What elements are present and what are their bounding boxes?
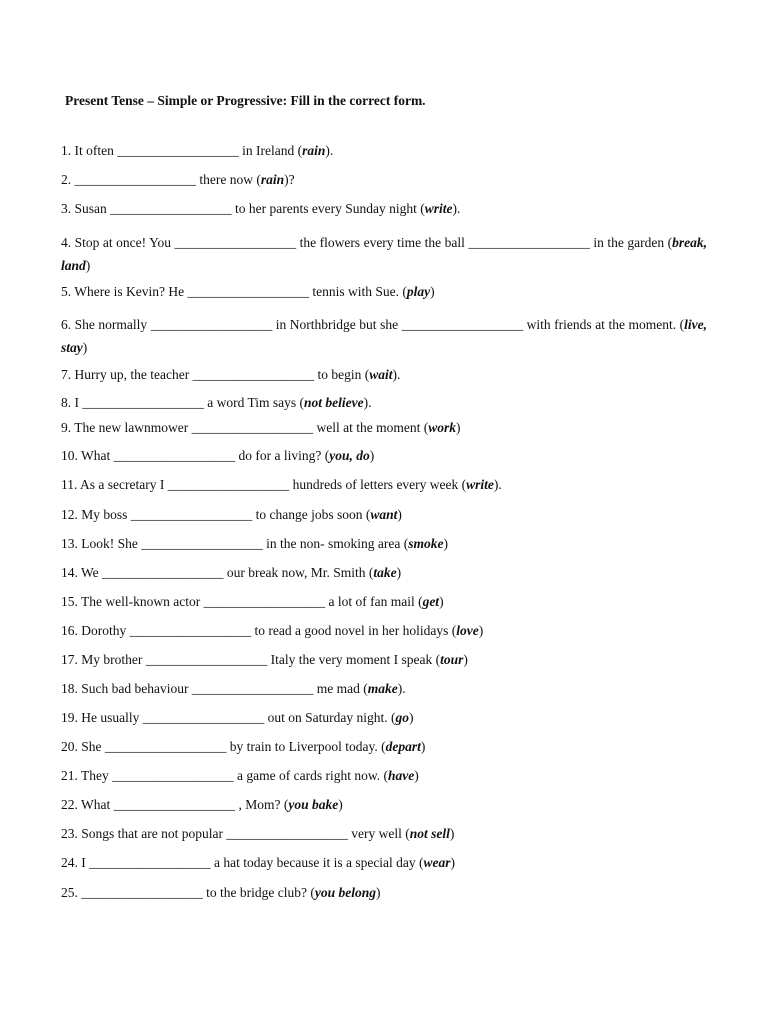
exercise-text: in Ireland ( <box>238 143 303 158</box>
exercise-text: Italy the very moment I speak ( <box>267 652 441 667</box>
answer-blank[interactable]: __________________ <box>191 420 314 435</box>
verb-hint: get <box>422 594 440 609</box>
exercise-text: out on Saturday night. ( <box>264 710 396 725</box>
answer-blank[interactable]: __________________ <box>468 235 590 250</box>
exercise-text: with friends at the moment. ( <box>523 317 685 332</box>
verb-hint: you bake <box>288 797 339 812</box>
exercise-item <box>61 507 402 523</box>
exercise-text: ) <box>430 284 435 299</box>
answer-blank[interactable]: __________________ <box>82 395 204 410</box>
exercise-item <box>61 367 400 383</box>
verb-hint: love <box>456 623 479 638</box>
exercise-item <box>61 885 380 901</box>
exercise-text: a lot of fan mail ( <box>325 594 423 609</box>
exercise-text: 25. <box>61 885 82 900</box>
answer-blank[interactable]: __________________ <box>113 448 236 463</box>
exercise-text: very well ( <box>347 826 410 841</box>
exercise-text: ) <box>338 797 343 812</box>
exercise-text: ) <box>85 258 91 273</box>
verb-hint: write <box>424 201 453 216</box>
exercise-text: ) <box>478 623 484 638</box>
exercise-text: 17. My brother <box>61 652 146 667</box>
exercise-text: ) <box>449 826 455 841</box>
answer-blank[interactable]: __________________ <box>129 623 252 638</box>
verb-hint: rain <box>260 172 285 187</box>
exercise-text: 23. Songs that are not popular <box>61 826 227 841</box>
verb-hint: play <box>406 284 431 299</box>
exercise-text: ). <box>397 681 406 696</box>
exercise-item <box>61 594 444 610</box>
answer-blank[interactable]: __________________ <box>226 826 348 841</box>
exercise-text: 18. Such bad behaviour <box>61 681 192 696</box>
exercise-text: ). <box>325 143 334 158</box>
exercise-text: ) <box>439 594 444 609</box>
exercise-text: hundreds of letters every week ( <box>289 477 467 492</box>
verb-hint: wear <box>423 855 451 870</box>
exercise-text: ) <box>409 710 414 725</box>
exercise-item <box>61 231 707 277</box>
verb-hint: make <box>367 681 398 696</box>
exercise-text: 9. The new lawnmower <box>61 420 192 435</box>
verb-hint: smoke <box>408 536 444 551</box>
answer-blank[interactable]: __________________ <box>141 536 263 551</box>
exercise-text: 20. She <box>61 739 105 754</box>
exercise-text: by train to Liverpool today. ( <box>226 739 386 754</box>
exercise-text: ) <box>396 565 402 580</box>
exercise-text: to the bridge club? ( <box>202 885 315 900</box>
exercise-item <box>61 797 343 813</box>
exercise-text: 5. Where is Kevin? He <box>61 284 188 299</box>
answer-blank[interactable]: __________________ <box>192 367 315 382</box>
exercise-text: to her parents every Sunday night ( <box>231 201 425 216</box>
answer-blank[interactable]: __________________ <box>110 201 232 216</box>
exercise-text: ) <box>369 448 375 463</box>
exercise-text: 3. Susan <box>61 201 111 216</box>
answer-blank[interactable]: __________________ <box>401 317 524 332</box>
exercise-text: 22. What <box>61 797 114 812</box>
exercise-text: in Northbridge but she <box>272 317 402 332</box>
exercise-text: 11. As a secretary I <box>61 477 168 492</box>
verb-hint: tour <box>440 652 464 667</box>
exercise-item <box>61 313 707 359</box>
exercise-text: 24. I <box>61 855 90 870</box>
exercise-text: a word Tim says ( <box>203 395 305 410</box>
exercise-text: 6. She normally <box>61 317 151 332</box>
exercise-item <box>61 623 483 639</box>
exercise-text: ). <box>493 477 502 492</box>
exercise-item <box>61 172 295 188</box>
verb-hint: wait <box>369 367 393 382</box>
answer-blank[interactable]: __________________ <box>174 235 297 250</box>
exercise-item <box>61 201 460 217</box>
exercise-text: ). <box>392 367 401 382</box>
verb-hint: work <box>428 420 456 435</box>
exercise-text: 12. My boss <box>61 507 131 522</box>
exercise-text: 21. They <box>61 768 113 783</box>
exercise-text: in the garden ( <box>589 235 673 250</box>
exercise-text: , Mom? ( <box>235 797 289 812</box>
exercise-text: )? <box>284 172 295 187</box>
verb-hint: not sell <box>409 826 450 841</box>
exercise-item <box>61 565 401 581</box>
exercise-text: ) <box>420 739 426 754</box>
exercise-text: 7. Hurry up, the teacher <box>61 367 193 382</box>
exercise-item <box>61 739 425 755</box>
exercise-text: 2. <box>61 172 75 187</box>
exercise-text: 19. He usually <box>61 710 143 725</box>
exercise-text: ) <box>455 420 461 435</box>
exercise-text: a game of cards right now. ( <box>233 768 388 783</box>
exercise-item <box>61 284 435 300</box>
exercise-text: ) <box>82 340 88 355</box>
exercise-text: ) <box>450 855 456 870</box>
exercise-text: do for a living? ( <box>235 448 330 463</box>
verb-hint: take <box>373 565 397 580</box>
exercise-item <box>61 710 414 726</box>
exercise-text: tennis with Sue. ( <box>308 284 407 299</box>
exercise-text: ). <box>363 395 372 410</box>
verb-hint: want <box>370 507 398 522</box>
exercise-text: 13. Look! She <box>61 536 142 551</box>
exercise-item <box>61 652 468 668</box>
exercise-text: 15. The well-known actor <box>61 594 204 609</box>
answer-blank[interactable]: __________________ <box>191 681 314 696</box>
exercise-text: 4. Stop at once! You <box>61 235 175 250</box>
exercise-item <box>61 448 374 464</box>
answer-blank[interactable]: __________________ <box>113 797 236 812</box>
verb-hint: you belong <box>314 885 376 900</box>
exercise-text: ) <box>463 652 468 667</box>
exercise-text: ) <box>397 507 402 522</box>
exercise-text: 8. I <box>61 395 83 410</box>
verb-hint: break, land <box>61 235 707 273</box>
answer-blank[interactable]: __________________ <box>203 594 326 609</box>
answer-blank[interactable]: __________________ <box>104 739 227 754</box>
verb-hint: write <box>466 477 494 492</box>
exercise-item <box>61 768 419 784</box>
exercise-text: in the non- smoking area ( <box>262 536 409 551</box>
verb-hint: have <box>387 768 415 783</box>
worksheet-title: Present Tense – Simple or Progressive: Fill in the correct form. <box>65 93 426 108</box>
exercise-item <box>61 395 372 411</box>
exercise-item <box>61 420 460 436</box>
answer-blank[interactable]: __________________ <box>102 565 224 580</box>
exercise-text: ). <box>452 201 461 216</box>
verb-hint: not believe <box>304 395 364 410</box>
exercise-text: ) <box>414 768 419 783</box>
exercise-text: ) <box>375 885 381 900</box>
exercise-text: 1. It often <box>61 143 118 158</box>
verb-hint: depart <box>385 739 421 754</box>
exercise-text: ) <box>443 536 448 551</box>
exercise-text: 16. Dorothy <box>61 623 130 638</box>
answer-blank[interactable]: __________________ <box>112 768 234 783</box>
exercise-item <box>61 855 455 871</box>
exercise-item <box>61 143 333 159</box>
answer-blank[interactable]: __________________ <box>117 143 239 158</box>
exercise-text: 14. We <box>61 565 103 580</box>
exercise-text: to change jobs soon ( <box>252 507 371 522</box>
exercise-text: our break now, Mr. Smith ( <box>223 565 374 580</box>
answer-blank[interactable]: __________________ <box>74 172 196 187</box>
exercise-text: me mad ( <box>313 681 368 696</box>
exercise-text: to read a good novel in her holidays ( <box>251 623 457 638</box>
exercise-item <box>61 536 448 552</box>
exercise-item <box>61 477 502 493</box>
exercise-text: 10. What <box>61 448 114 463</box>
verb-hint: live, stay <box>61 317 708 355</box>
answer-blank[interactable]: __________________ <box>167 477 290 492</box>
exercise-text: a hat today because it is a special day ( <box>210 855 424 870</box>
exercise-text: well at the moment ( <box>313 420 429 435</box>
answer-blank[interactable]: __________________ <box>142 710 265 725</box>
answer-blank[interactable]: __________________ <box>145 652 268 667</box>
answer-blank[interactable]: __________________ <box>81 885 203 900</box>
answer-blank[interactable]: __________________ <box>89 855 211 870</box>
answer-blank[interactable]: __________________ <box>150 317 273 332</box>
exercise-item <box>61 826 454 842</box>
exercise-text: there now ( <box>196 172 261 187</box>
exercise-text: the flowers every time the ball <box>296 235 469 250</box>
answer-blank[interactable]: __________________ <box>187 284 309 299</box>
verb-hint: you, do <box>329 448 370 463</box>
verb-hint: rain <box>302 143 326 158</box>
verb-hint: go <box>395 710 409 725</box>
exercise-item <box>61 681 406 697</box>
exercise-text: to begin ( <box>314 367 370 382</box>
answer-blank[interactable]: __________________ <box>130 507 253 522</box>
